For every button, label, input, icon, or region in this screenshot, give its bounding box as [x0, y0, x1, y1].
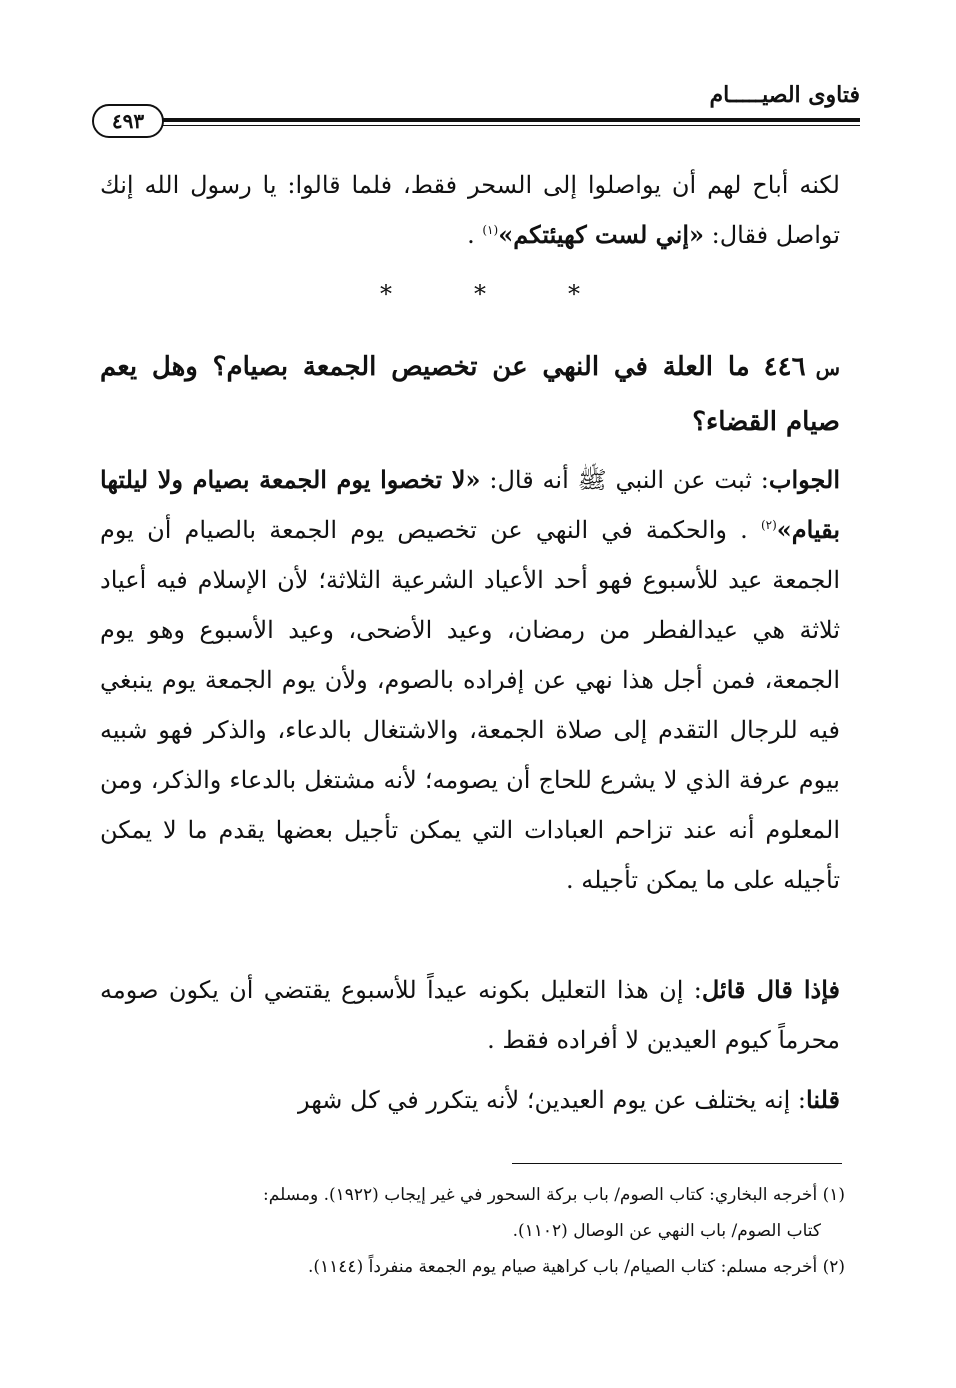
answer-lead: الجواب	[768, 465, 840, 494]
footnote-2: (٢) أخرجه مسلم: كتاب الصيام/ باب كراهية صيام يوم الجمعة منفرداً (١١٤٤).	[307, 1257, 845, 1277]
objection-paragraph	[100, 965, 840, 1065]
footnote-rule	[512, 1163, 842, 1164]
footnote-1-line-2: كتاب الصوم/ باب النهي عن الوصال (١١٠٢).	[512, 1221, 821, 1241]
header-rule-thin	[162, 125, 860, 126]
running-title: فتاوى الصيـــــام	[709, 82, 860, 108]
objection-text: : إن هذا التعليل بكونه عيداً للأسبوع يقتضي أن يكون صومه محرماً كيوم العيدين لا أفراده فقط .	[100, 976, 840, 1054]
footnote-ref-1: (١)	[482, 223, 499, 237]
answer-paragraph	[100, 455, 840, 905]
reply-text: : إنه يختلف عن يوم العيدين؛ لأنه يتكرر في كل شهر	[297, 1086, 807, 1114]
question-text: ما العلة في النهي عن تخصيص الجمعة بصيام؟ وهل يعم صيام القضاء؟	[100, 352, 840, 437]
page-number: ٤٩٣	[92, 104, 164, 138]
reply-paragraph	[100, 1075, 840, 1125]
hadith-quote: «إني لست كهيئتكم»	[498, 220, 704, 249]
header-rule-thick	[162, 118, 860, 122]
footnote-ref-2: (٢)	[760, 518, 777, 532]
answer-text: . والحكمة في النهي عن تخصيص يوم الجمعة بالصيام أن يوم الجمعة عيد للأسبوع فهو أحد الأعياد الشرعية الثلاثة؛ لأن الإسلام فيه أعياد ثلاثة هي عيدالفطر من رمضان، وعيد الأضحى، وعيد الأسبوع وهو يوم الجمعة، فمن أجل هذا نهي عن إفراده بالصوم، ولأن يوم الجمعة يوم ينبغي فيه للرجال التقدم إلى صلاة الجمعة، والاشتغال بالدعاء، والذكر فهو شبيه بيوم عرفة الذي لا يشرع للحاج أن يصومه؛ لأنه مشتغل بالدعاء والذكر، ومن المعلوم أنه عند تزاحم العبادات التي يمكن تأجيل بعضها يقدم ما لا يمكن تأجيله على ما يمكن تأجيله .	[100, 516, 840, 894]
reply-lead: قلنا	[806, 1085, 840, 1114]
answer-intro: : ثبت عن النبي ﷺ أنه قال:	[480, 466, 769, 494]
question-number: ٤٤٦	[763, 352, 806, 382]
paragraph-continuation	[100, 160, 840, 260]
section-separator	[380, 280, 580, 308]
paragraph-text: لكنه أباح لهم أن يواصلوا إلى السحر فقط، فلما قالوا: يا رسول الله إنك تواصل فقال:	[100, 171, 840, 249]
footnotes	[100, 1177, 845, 1285]
question-heading	[100, 340, 840, 449]
paragraph-end: .	[467, 221, 483, 249]
question-marker-icon: س	[815, 356, 840, 380]
star-icon: *	[380, 280, 392, 308]
star-icon: *	[568, 280, 580, 308]
objection-lead: فإذا قال قائل	[701, 975, 841, 1004]
star-icon: *	[474, 280, 486, 308]
hadith-quote: «لا تخصوا يوم الجمعة بصيام ولا ليلتها بقيام»	[100, 465, 840, 544]
footnote-1-line-1: (١) أخرجه البخاري: كتاب الصوم/ باب بركة السحور في غير إيجاب (١٩٢٢). ومسلم:	[263, 1185, 845, 1205]
page-header	[92, 82, 860, 142]
